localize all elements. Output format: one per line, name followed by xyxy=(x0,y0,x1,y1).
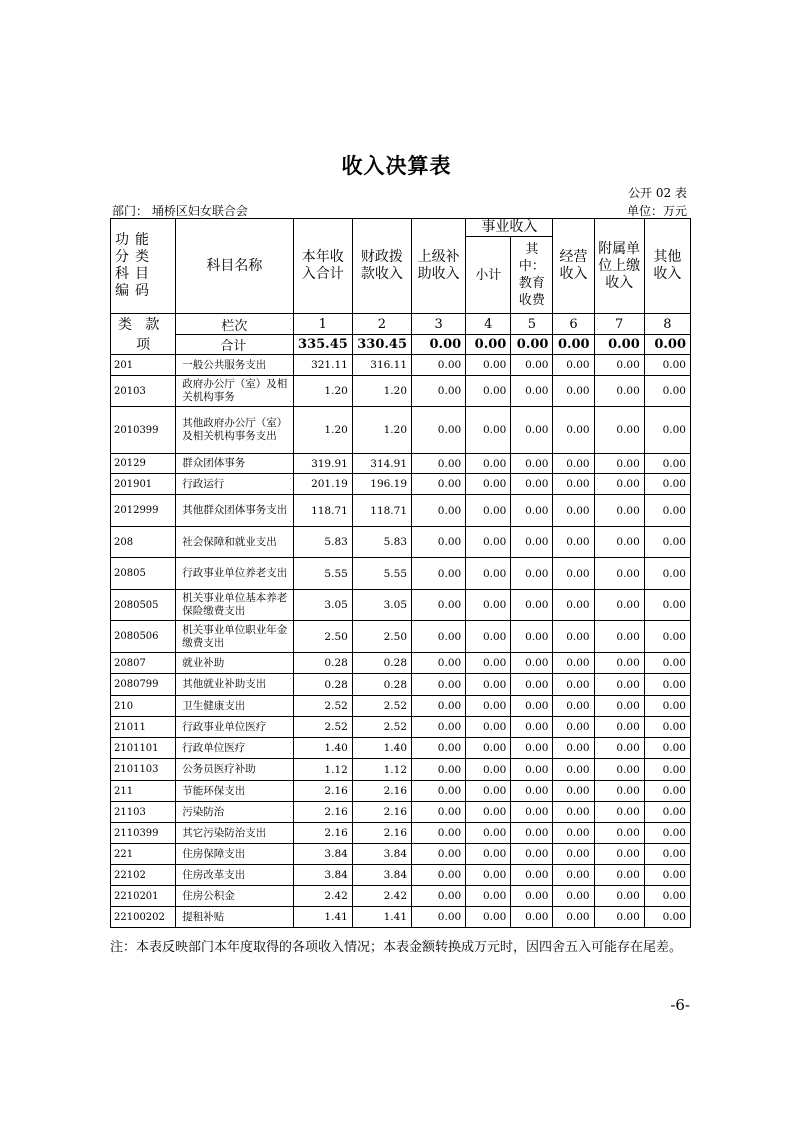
value-cell: 1.12 xyxy=(293,759,352,781)
value-cell: 0.00 xyxy=(594,495,644,527)
value-cell: 0.00 xyxy=(644,738,690,759)
code-cell: 2080505 xyxy=(111,590,176,621)
header-c2: 财政拨款收入 xyxy=(352,219,411,314)
name-cell: 其他就业补助支出 xyxy=(176,674,293,696)
code-cell: 20129 xyxy=(111,454,176,474)
value-cell: 0.00 xyxy=(511,495,553,527)
header-c6: 经营收入 xyxy=(553,219,594,314)
value-cell: 0.00 xyxy=(553,474,594,495)
code-cell: 2101103 xyxy=(111,759,176,781)
header-c8: 其他收入 xyxy=(644,219,690,314)
value-cell: 0.00 xyxy=(553,558,594,590)
value-cell: 2.16 xyxy=(352,802,411,823)
col-num-7: 7 xyxy=(594,314,644,335)
table-row xyxy=(111,802,691,823)
value-cell: 0.00 xyxy=(511,474,553,495)
total-cell: 0.00 xyxy=(511,335,553,355)
header-c4: 小计 xyxy=(466,237,511,314)
value-cell: 0.00 xyxy=(466,865,511,886)
value-cell: 0.00 xyxy=(644,802,690,823)
table-row xyxy=(111,558,691,590)
value-cell: 0.00 xyxy=(553,376,594,407)
value-cell: 0.00 xyxy=(412,653,466,674)
value-cell: 0.00 xyxy=(553,527,594,558)
value-cell: 0.00 xyxy=(412,355,466,376)
header-business-income: 事业收入 xyxy=(466,219,553,237)
header-func-code: 功能分类科目编码 xyxy=(111,219,176,314)
value-cell: 0.00 xyxy=(412,759,466,781)
value-cell: 0.00 xyxy=(466,621,511,653)
value-cell: 0.00 xyxy=(466,781,511,802)
name-cell: 一般公共服务支出 xyxy=(176,355,293,376)
value-cell: 0.00 xyxy=(594,376,644,407)
row-number-label: 栏次 xyxy=(176,314,293,335)
name-cell: 住房改革支出 xyxy=(176,865,293,886)
col-num-8: 8 xyxy=(644,314,690,335)
value-cell: 0.00 xyxy=(553,907,594,928)
code-cell: 211 xyxy=(111,781,176,802)
value-cell: 2.16 xyxy=(293,781,352,802)
value-cell: 0.00 xyxy=(511,653,553,674)
value-cell: 0.00 xyxy=(412,865,466,886)
value-cell: 0.00 xyxy=(412,696,466,717)
value-cell: 0.00 xyxy=(594,407,644,454)
kuan-label: 款 xyxy=(145,317,160,333)
name-cell: 机关事业单位基本养老保险缴费支出 xyxy=(176,590,293,621)
value-cell: 0.00 xyxy=(553,802,594,823)
footnote: 注：本表反映部门本年度取得的各项收入情况；本表金额转换成万元时，因四舍五入可能存在尾差。 xyxy=(110,940,683,955)
total-cell: 335.45 xyxy=(293,335,352,355)
value-cell: 1.20 xyxy=(352,407,411,454)
value-cell: 0.00 xyxy=(594,717,644,738)
form-number: 公开 02 表 xyxy=(628,186,687,200)
value-cell: 0.00 xyxy=(644,590,690,621)
value-cell: 1.20 xyxy=(352,376,411,407)
value-cell: 2.52 xyxy=(352,696,411,717)
value-cell: 2.52 xyxy=(293,696,352,717)
value-cell: 0.00 xyxy=(553,407,594,454)
value-cell: 0.00 xyxy=(644,781,690,802)
value-cell: 0.00 xyxy=(511,558,553,590)
value-cell: 0.00 xyxy=(511,696,553,717)
value-cell: 3.05 xyxy=(352,590,411,621)
code-cell: 221 xyxy=(111,844,176,865)
header-c1: 本年收入合计 xyxy=(293,219,352,314)
value-cell: 0.00 xyxy=(553,653,594,674)
table-row xyxy=(111,781,691,802)
code-cell: 2110399 xyxy=(111,823,176,844)
value-cell: 2.52 xyxy=(293,717,352,738)
value-cell: 0.00 xyxy=(594,696,644,717)
value-cell: 0.00 xyxy=(553,886,594,907)
value-cell: 3.84 xyxy=(293,865,352,886)
value-cell: 0.00 xyxy=(553,590,594,621)
name-cell: 行政运行 xyxy=(176,474,293,495)
value-cell: 0.00 xyxy=(511,355,553,376)
value-cell: 0.00 xyxy=(553,759,594,781)
table-row xyxy=(111,495,691,527)
value-cell: 0.00 xyxy=(594,355,644,376)
value-cell: 0.00 xyxy=(466,844,511,865)
code-cell: 2101101 xyxy=(111,738,176,759)
value-cell: 0.00 xyxy=(511,907,553,928)
value-cell: 1.41 xyxy=(293,907,352,928)
name-cell: 节能环保支出 xyxy=(176,781,293,802)
code-cell: 208 xyxy=(111,527,176,558)
value-cell: 316.11 xyxy=(352,355,411,376)
value-cell: 0.00 xyxy=(511,823,553,844)
unit-label: 单位：万元 xyxy=(626,204,687,218)
value-cell: 2.16 xyxy=(293,823,352,844)
value-cell: 0.00 xyxy=(511,844,553,865)
table-row xyxy=(111,454,691,474)
value-cell: 0.00 xyxy=(644,558,690,590)
value-cell: 0.00 xyxy=(644,717,690,738)
value-cell: 0.00 xyxy=(644,759,690,781)
table-row xyxy=(111,823,691,844)
code-cell: 201 xyxy=(111,355,176,376)
value-cell: 5.55 xyxy=(293,558,352,590)
value-cell: 0.00 xyxy=(466,355,511,376)
total-cell: 330.45 xyxy=(352,335,411,355)
value-cell: 314.91 xyxy=(352,454,411,474)
name-cell: 其它污染防治支出 xyxy=(176,823,293,844)
value-cell: 0.00 xyxy=(644,474,690,495)
col-num-2: 2 xyxy=(352,314,411,335)
total-cell: 0.00 xyxy=(553,335,594,355)
code-cell: 21103 xyxy=(111,802,176,823)
lei-label: 类 xyxy=(117,317,132,333)
value-cell: 0.00 xyxy=(466,717,511,738)
value-cell: 0.00 xyxy=(553,674,594,696)
value-cell: 0.00 xyxy=(644,674,690,696)
col-num-1: 1 xyxy=(293,314,352,335)
value-cell: 321.11 xyxy=(293,355,352,376)
value-cell: 0.00 xyxy=(553,823,594,844)
header-c5: 其中：教育收费 xyxy=(511,237,553,314)
value-cell: 0.00 xyxy=(594,674,644,696)
value-cell: 0.00 xyxy=(412,674,466,696)
value-cell: 0.00 xyxy=(511,802,553,823)
value-cell: 0.00 xyxy=(594,621,644,653)
name-cell: 其他群众团体事务支出 xyxy=(176,495,293,527)
code-cell: 21011 xyxy=(111,717,176,738)
value-cell: 0.28 xyxy=(293,674,352,696)
table-row xyxy=(111,865,691,886)
code-cell: 20103 xyxy=(111,376,176,407)
code-cell: 22100202 xyxy=(111,907,176,928)
total-cell: 0.00 xyxy=(644,335,690,355)
value-cell: 0.00 xyxy=(594,558,644,590)
header-c7: 附属单位上缴收入 xyxy=(594,219,644,314)
value-cell: 3.05 xyxy=(293,590,352,621)
value-cell: 0.00 xyxy=(644,907,690,928)
value-cell: 0.00 xyxy=(553,621,594,653)
table-row xyxy=(111,653,691,674)
value-cell: 0.00 xyxy=(594,781,644,802)
header-subject-name: 科目名称 xyxy=(176,219,293,314)
value-cell: 0.00 xyxy=(553,738,594,759)
col-num-5: 5 xyxy=(511,314,553,335)
name-cell: 行政事业单位医疗 xyxy=(176,717,293,738)
name-cell: 社会保障和就业支出 xyxy=(176,527,293,558)
value-cell: 0.00 xyxy=(594,653,644,674)
name-cell: 住房公积金 xyxy=(176,886,293,907)
value-cell: 0.00 xyxy=(466,823,511,844)
value-cell: 2.42 xyxy=(293,886,352,907)
value-cell: 3.84 xyxy=(352,844,411,865)
value-cell: 0.00 xyxy=(594,590,644,621)
value-cell: 0.00 xyxy=(466,759,511,781)
table-row xyxy=(111,759,691,781)
table-body xyxy=(111,355,691,928)
value-cell: 0.00 xyxy=(511,865,553,886)
table-row xyxy=(111,474,691,495)
department-label: 部门： 埇桥区妇女联合会 xyxy=(112,204,248,218)
value-cell: 2.52 xyxy=(352,717,411,738)
table-row xyxy=(111,527,691,558)
value-cell: 3.84 xyxy=(352,865,411,886)
value-cell: 0.00 xyxy=(644,653,690,674)
value-cell: 0.00 xyxy=(553,495,594,527)
value-cell: 0.00 xyxy=(594,823,644,844)
value-cell: 0.00 xyxy=(412,907,466,928)
value-cell: 0.00 xyxy=(466,674,511,696)
code-cell: 2210201 xyxy=(111,886,176,907)
value-cell: 0.00 xyxy=(553,696,594,717)
value-cell: 1.40 xyxy=(352,738,411,759)
name-cell: 住房保障支出 xyxy=(176,844,293,865)
value-cell: 0.00 xyxy=(511,590,553,621)
value-cell: 0.00 xyxy=(412,376,466,407)
value-cell: 5.83 xyxy=(293,527,352,558)
table-row xyxy=(111,355,691,376)
value-cell: 0.00 xyxy=(594,844,644,865)
col-num-3: 3 xyxy=(412,314,466,335)
value-cell: 0.00 xyxy=(594,738,644,759)
value-cell: 0.00 xyxy=(594,527,644,558)
value-cell: 0.00 xyxy=(511,886,553,907)
value-cell: 0.00 xyxy=(553,865,594,886)
value-cell: 2.50 xyxy=(352,621,411,653)
total-cell: 0.00 xyxy=(594,335,644,355)
value-cell: 0.00 xyxy=(553,717,594,738)
value-cell: 1.20 xyxy=(293,376,352,407)
value-cell: 5.83 xyxy=(352,527,411,558)
kind-labels xyxy=(111,314,176,355)
document-title: 收入决算表 xyxy=(341,153,452,178)
name-cell: 政府办公厅（室）及相关机构事务 xyxy=(176,376,293,407)
value-cell: 0.00 xyxy=(412,474,466,495)
header-c3: 上级补助收入 xyxy=(412,219,466,314)
name-cell: 机关事业单位职业年金缴费支出 xyxy=(176,621,293,653)
code-cell: 2080799 xyxy=(111,674,176,696)
value-cell: 0.00 xyxy=(466,907,511,928)
table-row xyxy=(111,738,691,759)
code-cell: 2010399 xyxy=(111,407,176,454)
value-cell: 0.00 xyxy=(412,527,466,558)
value-cell: 0.00 xyxy=(644,886,690,907)
value-cell: 0.00 xyxy=(511,454,553,474)
value-cell: 0.00 xyxy=(412,454,466,474)
value-cell: 0.00 xyxy=(553,355,594,376)
value-cell: 0.00 xyxy=(412,717,466,738)
table-row xyxy=(111,886,691,907)
value-cell: 1.20 xyxy=(293,407,352,454)
value-cell: 3.84 xyxy=(293,844,352,865)
value-cell: 5.55 xyxy=(352,558,411,590)
value-cell: 0.00 xyxy=(466,590,511,621)
value-cell: 0.28 xyxy=(352,653,411,674)
value-cell: 0.00 xyxy=(466,407,511,454)
value-cell: 0.00 xyxy=(511,781,553,802)
code-cell: 2080506 xyxy=(111,621,176,653)
value-cell: 0.00 xyxy=(412,407,466,454)
value-cell: 0.00 xyxy=(412,558,466,590)
value-cell: 0.00 xyxy=(644,865,690,886)
value-cell: 2.16 xyxy=(352,781,411,802)
value-cell: 0.00 xyxy=(511,527,553,558)
value-cell: 118.71 xyxy=(352,495,411,527)
value-cell: 0.00 xyxy=(594,759,644,781)
income-table xyxy=(110,218,691,928)
total-label: 合计 xyxy=(176,335,293,355)
value-cell: 0.00 xyxy=(466,738,511,759)
name-cell: 行政事业单位养老支出 xyxy=(176,558,293,590)
value-cell: 0.00 xyxy=(466,376,511,407)
value-cell: 0.00 xyxy=(511,738,553,759)
value-cell: 0.00 xyxy=(466,653,511,674)
value-cell: 319.91 xyxy=(293,454,352,474)
name-cell: 群众团体事务 xyxy=(176,454,293,474)
name-cell: 公务员医疗补助 xyxy=(176,759,293,781)
value-cell: 0.00 xyxy=(511,407,553,454)
value-cell: 0.00 xyxy=(466,454,511,474)
value-cell: 0.00 xyxy=(466,802,511,823)
value-cell: 0.00 xyxy=(511,376,553,407)
table-row xyxy=(111,844,691,865)
value-cell: 0.00 xyxy=(511,759,553,781)
value-cell: 0.00 xyxy=(644,696,690,717)
value-cell: 0.00 xyxy=(466,886,511,907)
value-cell: 0.28 xyxy=(352,674,411,696)
value-cell: 1.41 xyxy=(352,907,411,928)
table-row xyxy=(111,674,691,696)
value-cell: 0.00 xyxy=(466,558,511,590)
value-cell: 0.00 xyxy=(594,454,644,474)
page-number: -6- xyxy=(670,996,690,1014)
table-row xyxy=(111,590,691,621)
value-cell: 0.00 xyxy=(412,781,466,802)
value-cell: 0.00 xyxy=(644,454,690,474)
name-cell: 其他政府办公厅（室）及相关机构事务支出 xyxy=(176,407,293,454)
name-cell: 就业补助 xyxy=(176,653,293,674)
value-cell: 2.16 xyxy=(293,802,352,823)
value-cell: 0.00 xyxy=(594,865,644,886)
code-cell: 2012999 xyxy=(111,495,176,527)
value-cell: 0.00 xyxy=(412,823,466,844)
code-cell: 201901 xyxy=(111,474,176,495)
value-cell: 0.00 xyxy=(412,495,466,527)
value-cell: 2.42 xyxy=(352,886,411,907)
value-cell: 2.16 xyxy=(352,823,411,844)
table-row xyxy=(111,717,691,738)
code-cell: 210 xyxy=(111,696,176,717)
value-cell: 0.00 xyxy=(511,674,553,696)
table-row xyxy=(111,907,691,928)
value-cell: 0.00 xyxy=(644,527,690,558)
table-row xyxy=(111,621,691,653)
table-row xyxy=(111,407,691,454)
name-cell: 行政单位医疗 xyxy=(176,738,293,759)
value-cell: 0.00 xyxy=(594,474,644,495)
name-cell: 卫生健康支出 xyxy=(176,696,293,717)
value-cell: 0.00 xyxy=(594,802,644,823)
value-cell: 0.00 xyxy=(466,527,511,558)
value-cell: 118.71 xyxy=(293,495,352,527)
value-cell: 0.00 xyxy=(644,495,690,527)
value-cell: 0.00 xyxy=(466,696,511,717)
name-cell: 污染防治 xyxy=(176,802,293,823)
col-num-4: 4 xyxy=(466,314,511,335)
value-cell: 0.00 xyxy=(412,802,466,823)
value-cell: 0.00 xyxy=(553,844,594,865)
value-cell: 0.00 xyxy=(412,621,466,653)
value-cell: 2.50 xyxy=(293,621,352,653)
value-cell: 0.00 xyxy=(511,717,553,738)
value-cell: 0.00 xyxy=(594,907,644,928)
value-cell: 196.19 xyxy=(352,474,411,495)
value-cell: 0.00 xyxy=(644,376,690,407)
value-cell: 0.00 xyxy=(466,474,511,495)
value-cell: 1.40 xyxy=(293,738,352,759)
value-cell: 0.00 xyxy=(466,495,511,527)
total-cell: 0.00 xyxy=(466,335,511,355)
value-cell: 0.00 xyxy=(644,621,690,653)
code-cell: 22102 xyxy=(111,865,176,886)
value-cell: 0.00 xyxy=(511,621,553,653)
col-num-6: 6 xyxy=(553,314,594,335)
name-cell: 提租补贴 xyxy=(176,907,293,928)
total-cell: 0.00 xyxy=(412,335,466,355)
value-cell: 0.00 xyxy=(594,886,644,907)
value-cell: 201.19 xyxy=(293,474,352,495)
xiang-label: 项 xyxy=(136,337,151,353)
value-cell: 0.28 xyxy=(293,653,352,674)
value-cell: 0.00 xyxy=(412,738,466,759)
code-cell: 20805 xyxy=(111,558,176,590)
value-cell: 0.00 xyxy=(644,844,690,865)
code-cell: 20807 xyxy=(111,653,176,674)
table-row xyxy=(111,376,691,407)
value-cell: 0.00 xyxy=(644,355,690,376)
value-cell: 0.00 xyxy=(412,590,466,621)
value-cell: 0.00 xyxy=(644,407,690,454)
value-cell: 0.00 xyxy=(412,886,466,907)
table-row xyxy=(111,696,691,717)
value-cell: 0.00 xyxy=(412,844,466,865)
value-cell: 0.00 xyxy=(553,454,594,474)
value-cell: 1.12 xyxy=(352,759,411,781)
value-cell: 0.00 xyxy=(553,781,594,802)
value-cell: 0.00 xyxy=(644,823,690,844)
